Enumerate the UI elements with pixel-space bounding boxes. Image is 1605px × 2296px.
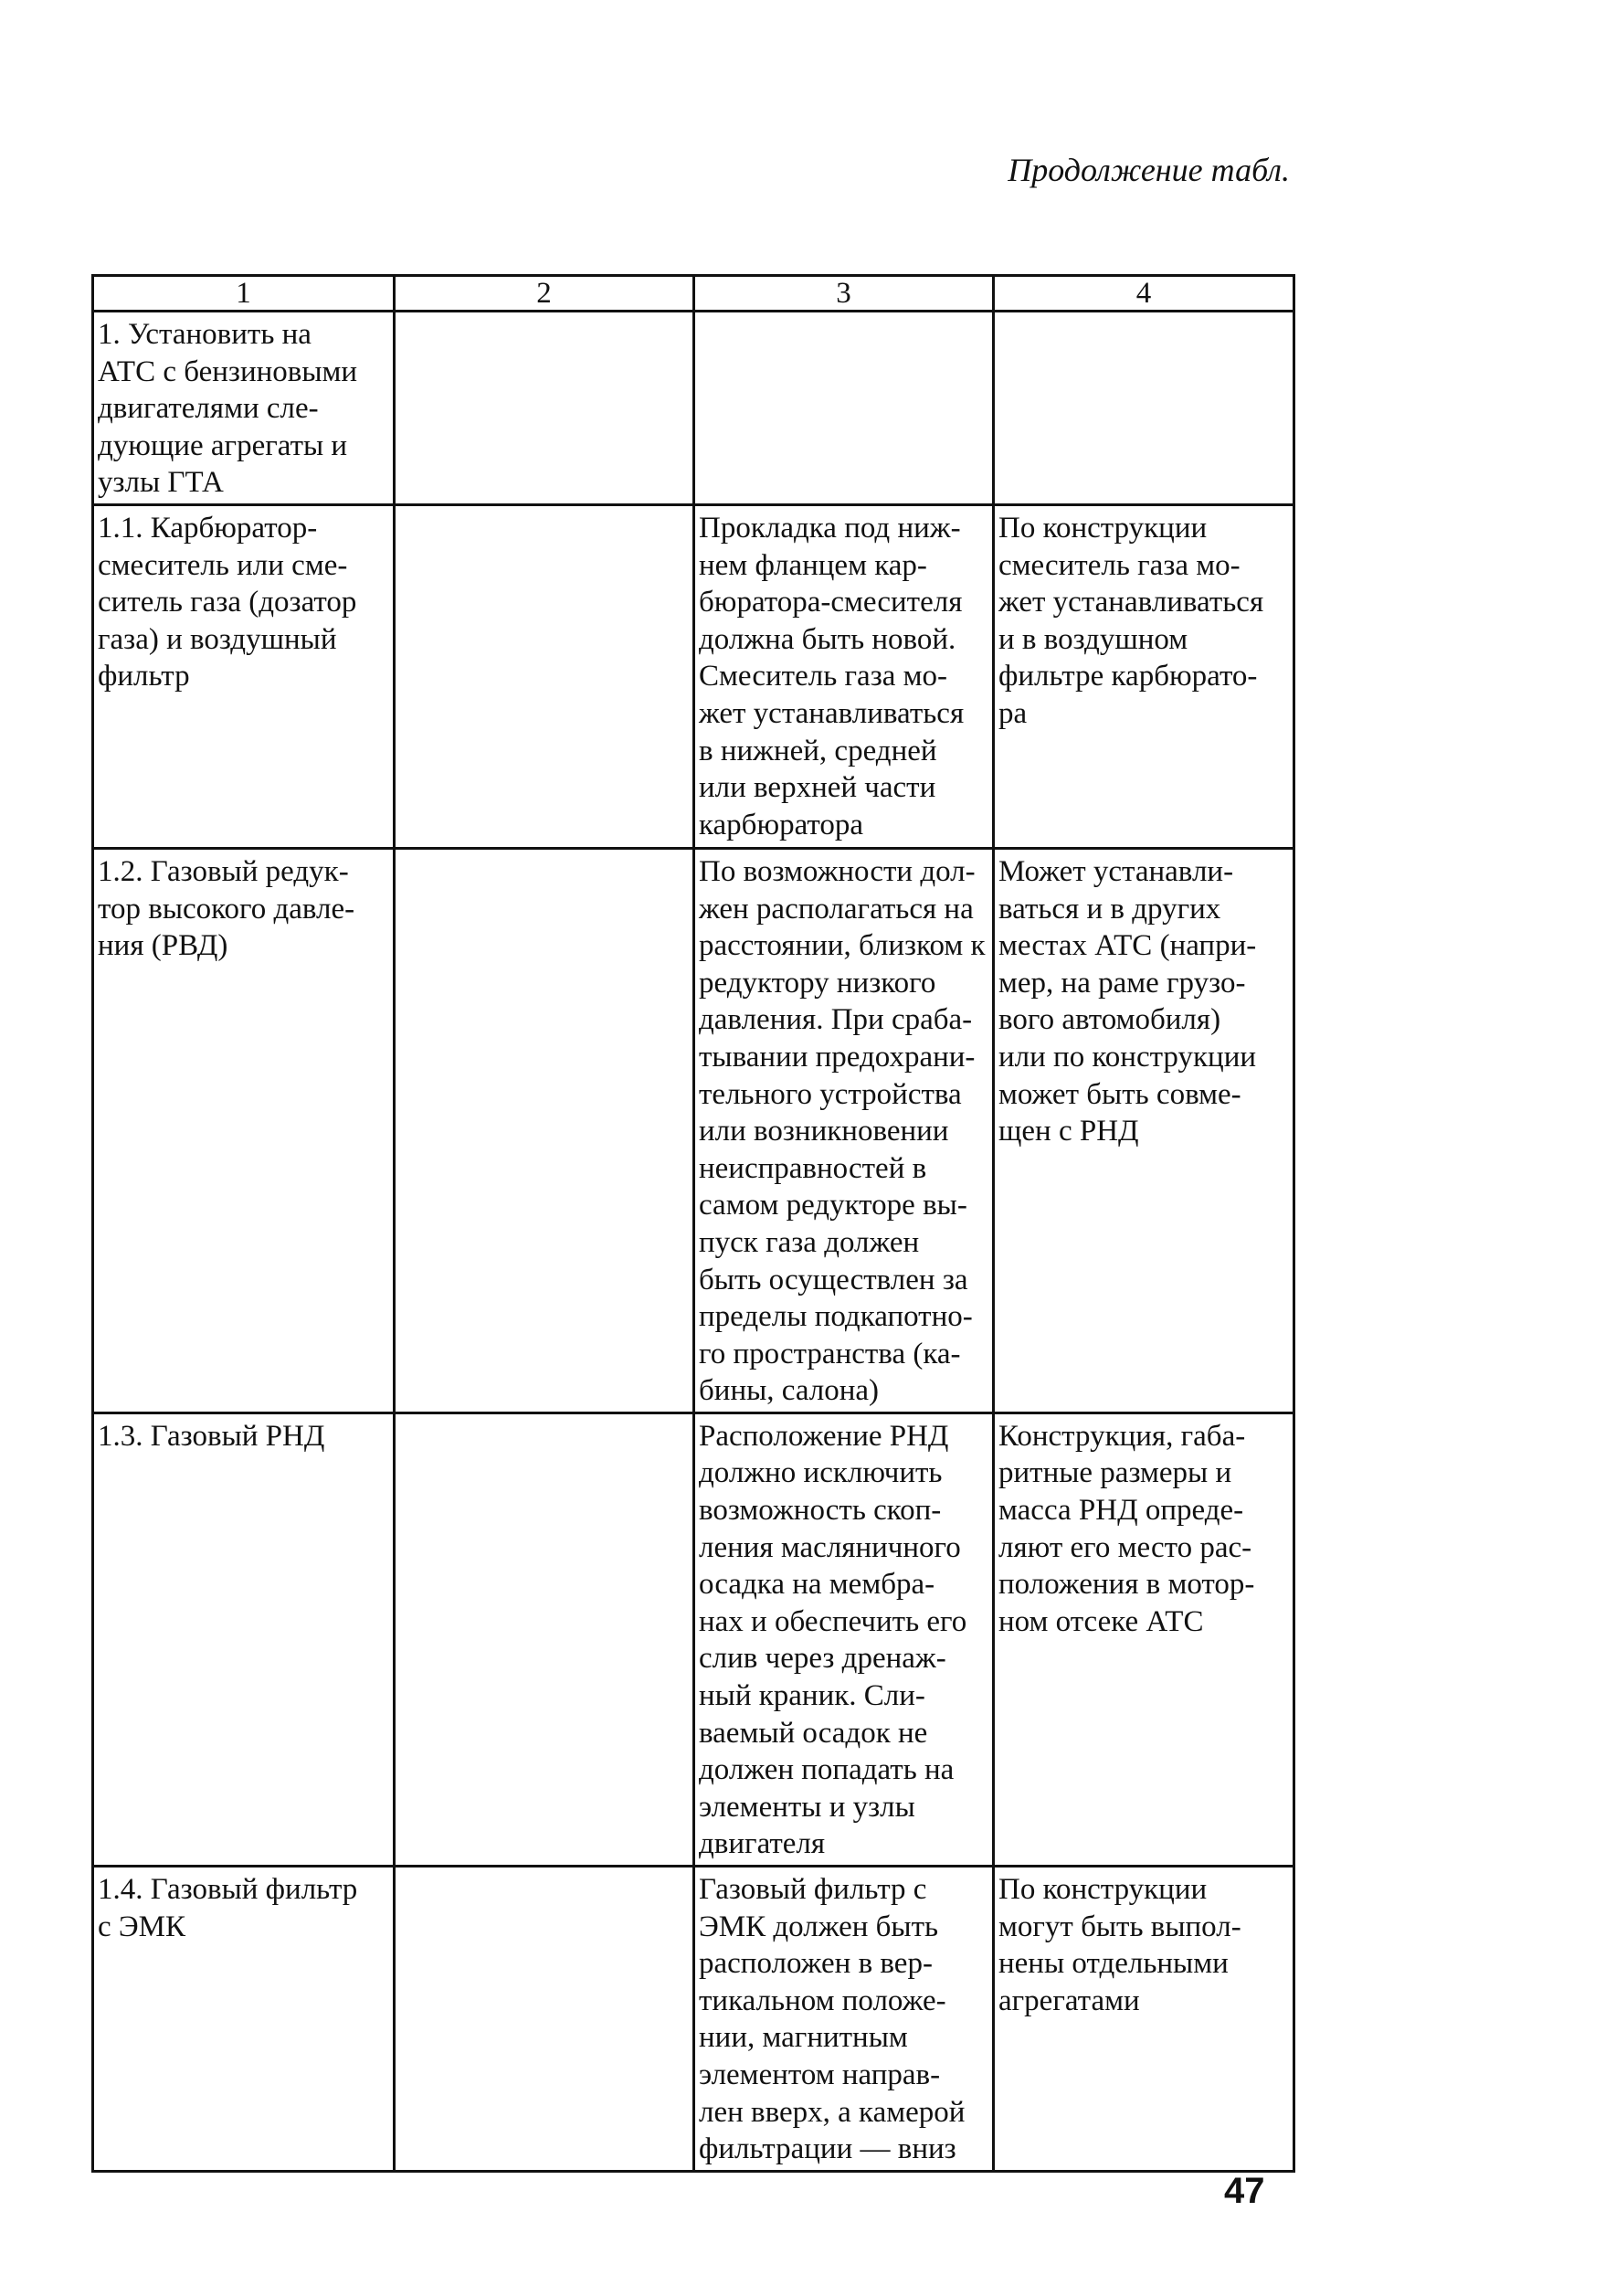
- table-cell: 1.1. Карбюратор- смеситель или сме- ситель газа (дозатор газа) и воздушный фильтр: [93, 504, 395, 848]
- table-cell: Прокладка под ниж- нем фланцем кар- бюратора-смесителя должна быть новой. Смеситель газа мо- жет устанавливаться в нижней, средней или верхней части карбюратора: [694, 504, 994, 848]
- table-row: [93, 1867, 1294, 2172]
- table-cell: Может устанавли- ваться и в других местах АТС (напри- мер, на раме грузо- вого автомобиля) или по конструкции может быть совме- щен с РНД: [994, 848, 1294, 1413]
- table-cell: [395, 504, 694, 848]
- column-header-1: 1: [93, 276, 395, 312]
- column-header-3: 3: [694, 276, 994, 312]
- table-header-row: [93, 276, 1294, 312]
- table-cell: Расположение РНД должно исключить возможность скоп- ления масляничного осадка на мембра- нах и обеспечить его слив через дренаж- ный краник. Сли- ваемый осадок не должен попадать на элементы и узлы двигателя: [694, 1413, 994, 1866]
- table-row: [93, 504, 1294, 848]
- table-row: [93, 312, 1294, 505]
- column-header-4: 4: [994, 276, 1294, 312]
- table-cell: 1.4. Газовый фильтр с ЭМК: [93, 1867, 395, 2172]
- table-row: [93, 1413, 1294, 1866]
- table-cell: По конструкции смеситель газа мо- жет устанавливаться и в воздушном фильтре карбюрато- ра: [994, 504, 1294, 848]
- page-number: 47: [1224, 2171, 1265, 2211]
- column-header-2: 2: [395, 276, 694, 312]
- table-cell: [694, 312, 994, 505]
- table-cell: [395, 848, 694, 1413]
- table-cell: [994, 312, 1294, 505]
- running-head: Продолжение табл.: [1008, 152, 1290, 188]
- table-row: [93, 848, 1294, 1413]
- table-cell: [395, 312, 694, 505]
- table-cell: 1.3. Газовый РНД: [93, 1413, 395, 1866]
- table-cell: По конструкции могут быть выпол- нены отдельными агрегатами: [994, 1867, 1294, 2172]
- table-cell: Конструкция, габа- ритные размеры и масса РНД опреде- ляют его место рас- положения в мотор- ном отсеке АТС: [994, 1413, 1294, 1866]
- table-cell: По возможности дол- жен располагаться на расстоянии, близком к редуктору низкого давления. При сраба- тывании предохрани- тельного устройства или возникновении неисправностей в самом редукторе вы- пуск газа должен быть осуществлен за пределы подкапотно- го пространства (ка- бины, салона): [694, 848, 994, 1413]
- table-cell: [395, 1867, 694, 2172]
- table-container: [91, 274, 1293, 2173]
- table-cell: 1.2. Газовый редук- тор высокого давле- ния (РВД): [93, 848, 395, 1413]
- table-cell: [395, 1413, 694, 1866]
- table-cell: 1. Установить на АТС с бензиновыми двигателями сле- дующие агрегаты и узлы ГТА: [93, 312, 395, 505]
- requirements-table: [91, 274, 1295, 2173]
- table-cell: Газовый фильтр с ЭМК должен быть расположен в вер- тикальном положе- нии, магнитным элементом направ- лен вверх, а камерой фильтрации — вниз: [694, 1867, 994, 2172]
